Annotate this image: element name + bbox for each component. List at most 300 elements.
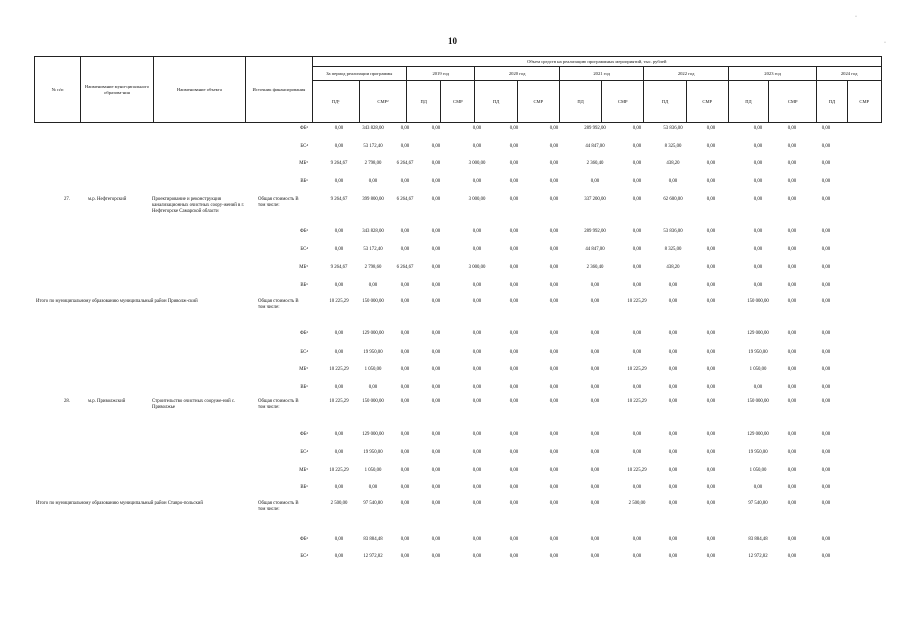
row-value: 0,00 bbox=[821, 385, 831, 390]
row-value: 0,00 bbox=[509, 432, 519, 437]
row-value: 0,00 bbox=[632, 331, 642, 336]
table-row bbox=[0, 197, 905, 214]
row-value: 0,00 bbox=[821, 350, 831, 355]
row-value: 0,00 bbox=[334, 432, 344, 437]
row-value: 0,00 bbox=[472, 432, 482, 437]
header-municipality: Наименование муни-ципального образова-ния bbox=[81, 57, 153, 123]
row-value: 0,00 bbox=[632, 554, 642, 559]
row-value: 6 264,67 bbox=[396, 197, 414, 202]
row-value: 150 000,00 bbox=[747, 299, 769, 304]
row-value: 53 836,00 bbox=[663, 229, 683, 234]
row-source: ВБ⁶ bbox=[300, 283, 308, 288]
row-value: 0,00 bbox=[632, 450, 642, 455]
row-value: 0,00 bbox=[706, 450, 716, 455]
header-pd: ПД bbox=[817, 81, 847, 123]
row-value: 0,00 bbox=[821, 144, 831, 149]
row-value: 0,00 bbox=[632, 197, 642, 202]
row-value: 0,00 bbox=[431, 554, 441, 559]
row-value: 0,00 bbox=[549, 450, 559, 455]
header-pd: ПД bbox=[728, 81, 768, 123]
row-total-label: Итого по муниципальному образованию муниципальный район Приволж-ский bbox=[36, 299, 198, 304]
row-value: 0,00 bbox=[431, 265, 441, 270]
row-value: 0,00 bbox=[590, 350, 600, 355]
row-value: 0,00 bbox=[668, 432, 678, 437]
row-value: 2 798,60 bbox=[364, 265, 382, 270]
row-value: 97 540,80 bbox=[748, 501, 768, 506]
row-value: 0,00 bbox=[590, 468, 600, 473]
row-value: 53 836,00 bbox=[663, 126, 683, 131]
row-value: 0,00 bbox=[590, 331, 600, 336]
row-value: 0,00 bbox=[821, 554, 831, 559]
row-value: 0,00 bbox=[400, 432, 410, 437]
row-value: 0,00 bbox=[549, 554, 559, 559]
table-row bbox=[0, 450, 905, 464]
row-value: 0,00 bbox=[787, 468, 797, 473]
row-value: 0,00 bbox=[400, 554, 410, 559]
header-year: 2019 год bbox=[407, 67, 475, 81]
row-source: ФБ³ bbox=[300, 126, 308, 131]
row-value: 0,00 bbox=[509, 450, 519, 455]
row-value: 0,00 bbox=[431, 501, 441, 506]
row-value: 0,00 bbox=[706, 399, 716, 404]
header-year: 2023 год bbox=[728, 67, 816, 81]
row-value: 0,00 bbox=[706, 385, 716, 390]
header-smr: СМР bbox=[847, 81, 881, 123]
row-value: 10 225,29 bbox=[627, 367, 647, 372]
row-value: 0,00 bbox=[549, 126, 559, 131]
row-value: 0,00 bbox=[706, 283, 716, 288]
row-value: 0,00 bbox=[431, 468, 441, 473]
header-smr: СМР bbox=[602, 81, 644, 123]
row-value: 0,00 bbox=[706, 126, 716, 131]
row-value: 0,00 bbox=[334, 350, 344, 355]
row-value: 10 225,29 bbox=[329, 468, 349, 473]
row-value: 0,00 bbox=[753, 385, 763, 390]
header-smr: СМР bbox=[686, 81, 728, 123]
row-value: 0,00 bbox=[632, 179, 642, 184]
header-pd: ПД¹ bbox=[312, 81, 359, 123]
row-value: 19 950,00 bbox=[363, 450, 383, 455]
row-value: 0,00 bbox=[787, 367, 797, 372]
row-value: 0,00 bbox=[668, 367, 678, 372]
row-value: 8 325,00 bbox=[664, 247, 682, 252]
row-source: БС⁴ bbox=[300, 450, 308, 455]
row-value: 0,00 bbox=[753, 197, 763, 202]
table-row bbox=[0, 350, 905, 364]
row-value: 0,00 bbox=[472, 501, 482, 506]
row-value: 0,00 bbox=[787, 283, 797, 288]
row-source: МБ⁵ bbox=[299, 161, 308, 166]
row-value: 0,00 bbox=[753, 144, 763, 149]
row-value: 0,00 bbox=[706, 537, 716, 542]
row-value: 8 325,00 bbox=[664, 144, 682, 149]
row-value: 0,00 bbox=[787, 350, 797, 355]
row-source: МБ⁵ bbox=[299, 468, 308, 473]
row-value: 0,00 bbox=[472, 299, 482, 304]
row-value: 0,00 bbox=[400, 450, 410, 455]
row-value: 53 172,40 bbox=[363, 144, 383, 149]
row-value: 10 225,29 bbox=[627, 299, 647, 304]
page-number: 10 bbox=[448, 36, 457, 46]
row-value: 0,00 bbox=[753, 485, 763, 490]
row-value: 0,00 bbox=[368, 485, 378, 490]
row-value: 0,00 bbox=[821, 161, 831, 166]
row-value: 289 992,00 bbox=[584, 126, 606, 131]
row-value: 0,00 bbox=[431, 350, 441, 355]
row-value: 0,00 bbox=[787, 554, 797, 559]
row-value: 0,00 bbox=[368, 283, 378, 288]
row-value: 129 000,00 bbox=[747, 331, 769, 336]
row-value: 0,00 bbox=[431, 399, 441, 404]
row-value: 97 540,80 bbox=[363, 501, 383, 506]
row-value: 10 225,29 bbox=[329, 367, 349, 372]
row-value: 1 050,00 bbox=[749, 367, 767, 372]
row-value: 0,00 bbox=[787, 485, 797, 490]
row-value: 1 050,00 bbox=[364, 367, 382, 372]
header-total-period: За период реализации программы bbox=[312, 67, 407, 81]
row-source: ФБ³ bbox=[300, 537, 308, 542]
row-value: 0,00 bbox=[472, 179, 482, 184]
row-value: 0,00 bbox=[472, 126, 482, 131]
header-year: 2022 год bbox=[644, 67, 728, 81]
row-value: 3 000,00 bbox=[468, 265, 486, 270]
row-value: 0,00 bbox=[787, 432, 797, 437]
row-value: 0,00 bbox=[632, 161, 642, 166]
row-value: 129 000,00 bbox=[362, 432, 384, 437]
row-value: 0,00 bbox=[787, 161, 797, 166]
row-value: 0,00 bbox=[400, 126, 410, 131]
row-value: 0,00 bbox=[509, 537, 519, 542]
row-value: 0,00 bbox=[821, 485, 831, 490]
row-value: 150 000,00 bbox=[362, 299, 384, 304]
row-value: 0,00 bbox=[668, 399, 678, 404]
row-source: ВБ⁶ bbox=[300, 485, 308, 490]
row-value: 0,00 bbox=[431, 247, 441, 252]
row-source: ФБ³ bbox=[300, 432, 308, 437]
row-source: БС⁴ bbox=[300, 554, 308, 559]
row-value: 0,00 bbox=[334, 485, 344, 490]
row-value: 0,00 bbox=[632, 385, 642, 390]
row-value: 0,00 bbox=[549, 350, 559, 355]
row-value: 0,00 bbox=[549, 265, 559, 270]
row-value: 0,00 bbox=[334, 283, 344, 288]
row-value: 0,00 bbox=[668, 537, 678, 542]
row-value: 0,00 bbox=[509, 265, 519, 270]
row-value: 0,00 bbox=[706, 485, 716, 490]
row-value: 0,00 bbox=[590, 432, 600, 437]
row-value: 337 200,00 bbox=[584, 197, 606, 202]
row-value: 0,00 bbox=[668, 554, 678, 559]
row-value: 343 828,00 bbox=[362, 229, 384, 234]
row-value: 0,00 bbox=[400, 367, 410, 372]
row-value: 0,00 bbox=[668, 299, 678, 304]
header-year: 2020 год bbox=[475, 67, 559, 81]
row-value: 0,00 bbox=[821, 283, 831, 288]
row-value: 0,00 bbox=[706, 468, 716, 473]
row-value: 0,00 bbox=[472, 247, 482, 252]
row-value: 0,00 bbox=[472, 283, 482, 288]
row-value: 9 264,67 bbox=[330, 265, 348, 270]
row-value: 6 264,67 bbox=[396, 161, 414, 166]
table-row bbox=[0, 126, 905, 140]
row-value: 0,00 bbox=[668, 350, 678, 355]
table-row bbox=[0, 554, 905, 568]
row-value: 0,00 bbox=[668, 179, 678, 184]
row-value: 0,00 bbox=[431, 197, 441, 202]
row-value: 0,00 bbox=[549, 537, 559, 542]
row-value: 0,00 bbox=[632, 126, 642, 131]
row-source: МБ⁵ bbox=[299, 265, 308, 270]
header-pd: ПД bbox=[559, 81, 601, 123]
row-value: 2 500,00 bbox=[628, 501, 646, 506]
header-object: Наименование объекта bbox=[153, 57, 246, 123]
row-value: 0,00 bbox=[590, 485, 600, 490]
row-value: 2 500,00 bbox=[330, 501, 348, 506]
row-value: 0,00 bbox=[706, 144, 716, 149]
row-value: 0,00 bbox=[821, 450, 831, 455]
row-value: 0,00 bbox=[509, 399, 519, 404]
row-value: 1 050,00 bbox=[749, 468, 767, 473]
row-value: 53 172,40 bbox=[363, 247, 383, 252]
row-value: 399 800,00 bbox=[362, 197, 384, 202]
row-value: 0,00 bbox=[368, 385, 378, 390]
row-value: 0,00 bbox=[590, 299, 600, 304]
header-pd: ПД bbox=[475, 81, 517, 123]
row-value: 0,00 bbox=[400, 385, 410, 390]
row-value: 0,00 bbox=[549, 385, 559, 390]
row-source: МБ⁵ bbox=[299, 367, 308, 372]
row-value: 0,00 bbox=[400, 331, 410, 336]
row-value: 12 972,82 bbox=[748, 554, 768, 559]
row-value: 0,00 bbox=[590, 367, 600, 372]
row-value: 0,00 bbox=[431, 450, 441, 455]
row-value: 0,00 bbox=[821, 331, 831, 336]
row-value: 3 000,00 bbox=[468, 161, 486, 166]
row-value: 0,00 bbox=[509, 331, 519, 336]
row-value: 0,00 bbox=[472, 144, 482, 149]
row-value: 0,00 bbox=[590, 554, 600, 559]
row-value: 0,00 bbox=[431, 385, 441, 390]
row-value: 0,00 bbox=[632, 432, 642, 437]
row-value: 0,00 bbox=[753, 126, 763, 131]
row-value: 0,00 bbox=[431, 331, 441, 336]
header-no: № п/п bbox=[35, 57, 81, 123]
row-value: 0,00 bbox=[706, 432, 716, 437]
row-value: 83 884,48 bbox=[748, 537, 768, 542]
table-row bbox=[0, 299, 905, 313]
row-value: 0,00 bbox=[400, 468, 410, 473]
row-value: 0,00 bbox=[632, 229, 642, 234]
row-value: 0,00 bbox=[431, 161, 441, 166]
row-value: 10 225,29 bbox=[329, 299, 349, 304]
row-value: 0,00 bbox=[632, 144, 642, 149]
row-value: 0,00 bbox=[549, 161, 559, 166]
row-value: 0,00 bbox=[400, 144, 410, 149]
row-value: 0,00 bbox=[753, 161, 763, 166]
table-row bbox=[0, 265, 905, 279]
row-value: 0,00 bbox=[787, 450, 797, 455]
row-value: 0,00 bbox=[821, 197, 831, 202]
header-smr: СМР² bbox=[359, 81, 406, 123]
header-smr: СМР bbox=[769, 81, 817, 123]
row-municipality: м.р. Приволжский bbox=[88, 399, 126, 404]
table-row bbox=[0, 367, 905, 381]
row-value: 0,00 bbox=[549, 331, 559, 336]
row-value: 0,00 bbox=[706, 161, 716, 166]
row-value: 0,00 bbox=[706, 367, 716, 372]
header-table bbox=[34, 56, 882, 123]
row-value: 0,00 bbox=[509, 367, 519, 372]
row-source: Общая стоимость В том числе: bbox=[258, 399, 299, 410]
row-value: 0,00 bbox=[590, 450, 600, 455]
row-value: 10 225,29 bbox=[329, 399, 349, 404]
row-source: Общая стоимость В том числе: bbox=[258, 501, 299, 512]
row-value: 0,00 bbox=[509, 283, 519, 288]
table-row bbox=[0, 229, 905, 243]
row-value: 0,00 bbox=[590, 283, 600, 288]
row-value: 0,00 bbox=[821, 179, 831, 184]
table-row bbox=[0, 399, 905, 413]
row-value: 0,00 bbox=[431, 179, 441, 184]
row-value: 0,00 bbox=[821, 537, 831, 542]
row-value: 0,00 bbox=[549, 247, 559, 252]
row-value: 10 225,29 bbox=[627, 468, 647, 473]
row-value: 0,00 bbox=[472, 331, 482, 336]
row-value: 0,00 bbox=[706, 331, 716, 336]
row-value: 0,00 bbox=[787, 229, 797, 234]
row-value: 0,00 bbox=[509, 126, 519, 131]
row-value: 0,00 bbox=[706, 179, 716, 184]
row-value: 0,00 bbox=[706, 554, 716, 559]
row-value: 0,00 bbox=[706, 501, 716, 506]
row-value: 0,00 bbox=[821, 501, 831, 506]
row-value: 12 972,82 bbox=[363, 554, 383, 559]
row-value: 0,00 bbox=[400, 485, 410, 490]
row-value: 0,00 bbox=[787, 126, 797, 131]
row-value: 0,00 bbox=[632, 537, 642, 542]
table-row bbox=[0, 432, 905, 446]
row-value: 6 264,67 bbox=[396, 265, 414, 270]
row-value: 0,00 bbox=[787, 331, 797, 336]
row-value: 0,00 bbox=[706, 265, 716, 270]
row-value: 0,00 bbox=[787, 501, 797, 506]
row-value: 0,00 bbox=[549, 367, 559, 372]
row-value: 19 950,00 bbox=[363, 350, 383, 355]
table-row bbox=[0, 144, 905, 158]
table-row bbox=[0, 161, 905, 175]
row-value: 150 000,00 bbox=[362, 399, 384, 404]
row-value: 0,00 bbox=[549, 229, 559, 234]
row-value: 0,00 bbox=[368, 179, 378, 184]
row-value: 0,00 bbox=[472, 350, 482, 355]
scan-mark: · bbox=[884, 40, 886, 46]
row-value: 0,00 bbox=[400, 247, 410, 252]
row-value: 0,00 bbox=[334, 450, 344, 455]
row-number: 27. bbox=[64, 197, 70, 202]
row-value: 0,00 bbox=[509, 144, 519, 149]
row-value: 0,00 bbox=[431, 229, 441, 234]
row-value: 129 000,00 bbox=[362, 331, 384, 336]
row-value: 438,20 bbox=[666, 161, 680, 166]
row-value: 0,00 bbox=[753, 179, 763, 184]
row-value: 0,00 bbox=[706, 229, 716, 234]
row-value: 0,00 bbox=[472, 537, 482, 542]
row-value: 0,00 bbox=[334, 554, 344, 559]
row-value: 0,00 bbox=[509, 485, 519, 490]
row-value: 0,00 bbox=[400, 350, 410, 355]
row-value: 0,00 bbox=[821, 265, 831, 270]
row-value: 0,00 bbox=[431, 299, 441, 304]
row-value: 0,00 bbox=[590, 179, 600, 184]
header-pd: ПД bbox=[644, 81, 686, 123]
row-value: 0,00 bbox=[509, 299, 519, 304]
row-value: 0,00 bbox=[509, 247, 519, 252]
row-value: 0,00 bbox=[668, 485, 678, 490]
row-value: 0,00 bbox=[431, 367, 441, 372]
row-value: 0,00 bbox=[472, 367, 482, 372]
row-value: 0,00 bbox=[668, 501, 678, 506]
row-value: 0,00 bbox=[821, 299, 831, 304]
row-value: 0,00 bbox=[821, 468, 831, 473]
row-value: 0,00 bbox=[549, 501, 559, 506]
row-value: 44 847,00 bbox=[585, 144, 605, 149]
row-value: 0,00 bbox=[472, 554, 482, 559]
header-smr: СМР bbox=[517, 81, 559, 123]
row-value: 0,00 bbox=[509, 554, 519, 559]
row-value: 0,00 bbox=[549, 299, 559, 304]
row-value: 0,00 bbox=[632, 485, 642, 490]
row-value: 0,00 bbox=[334, 247, 344, 252]
row-value: 0,00 bbox=[821, 247, 831, 252]
row-value: 0,00 bbox=[509, 229, 519, 234]
row-value: 0,00 bbox=[821, 229, 831, 234]
row-value: 0,00 bbox=[632, 350, 642, 355]
row-value: 0,00 bbox=[821, 432, 831, 437]
row-value: 0,00 bbox=[334, 126, 344, 131]
row-value: 0,00 bbox=[706, 247, 716, 252]
table-row bbox=[0, 537, 905, 551]
row-value: 0,00 bbox=[706, 350, 716, 355]
row-value: 0,00 bbox=[400, 283, 410, 288]
row-value: 0,00 bbox=[787, 299, 797, 304]
row-value: 44 847,00 bbox=[585, 247, 605, 252]
row-municipality: м.р. Нефтегорский bbox=[88, 197, 127, 202]
row-source: ВБ⁶ bbox=[300, 179, 308, 184]
row-value: 0,00 bbox=[509, 385, 519, 390]
row-value: 0,00 bbox=[431, 126, 441, 131]
row-value: 0,00 bbox=[753, 283, 763, 288]
row-value: 0,00 bbox=[472, 399, 482, 404]
row-value: 0,00 bbox=[668, 283, 678, 288]
row-value: 0,00 bbox=[549, 485, 559, 490]
row-value: 0,00 bbox=[753, 247, 763, 252]
row-source: Общая стоимость В том числе: bbox=[258, 299, 299, 310]
row-value: 0,00 bbox=[787, 537, 797, 542]
row-value: 0,00 bbox=[431, 432, 441, 437]
header-pd: ПД bbox=[407, 81, 441, 123]
row-value: 2 360,40 bbox=[586, 265, 604, 270]
row-value: 0,00 bbox=[549, 144, 559, 149]
row-value: 0,00 bbox=[472, 450, 482, 455]
header-year: 2021 год bbox=[559, 67, 643, 81]
row-value: 0,00 bbox=[400, 537, 410, 542]
row-value: 0,00 bbox=[549, 432, 559, 437]
row-value: 0,00 bbox=[334, 229, 344, 234]
row-value: 0,00 bbox=[590, 399, 600, 404]
row-source: БС⁴ bbox=[300, 350, 308, 355]
row-value: 0,00 bbox=[400, 399, 410, 404]
row-value: 0,00 bbox=[472, 485, 482, 490]
